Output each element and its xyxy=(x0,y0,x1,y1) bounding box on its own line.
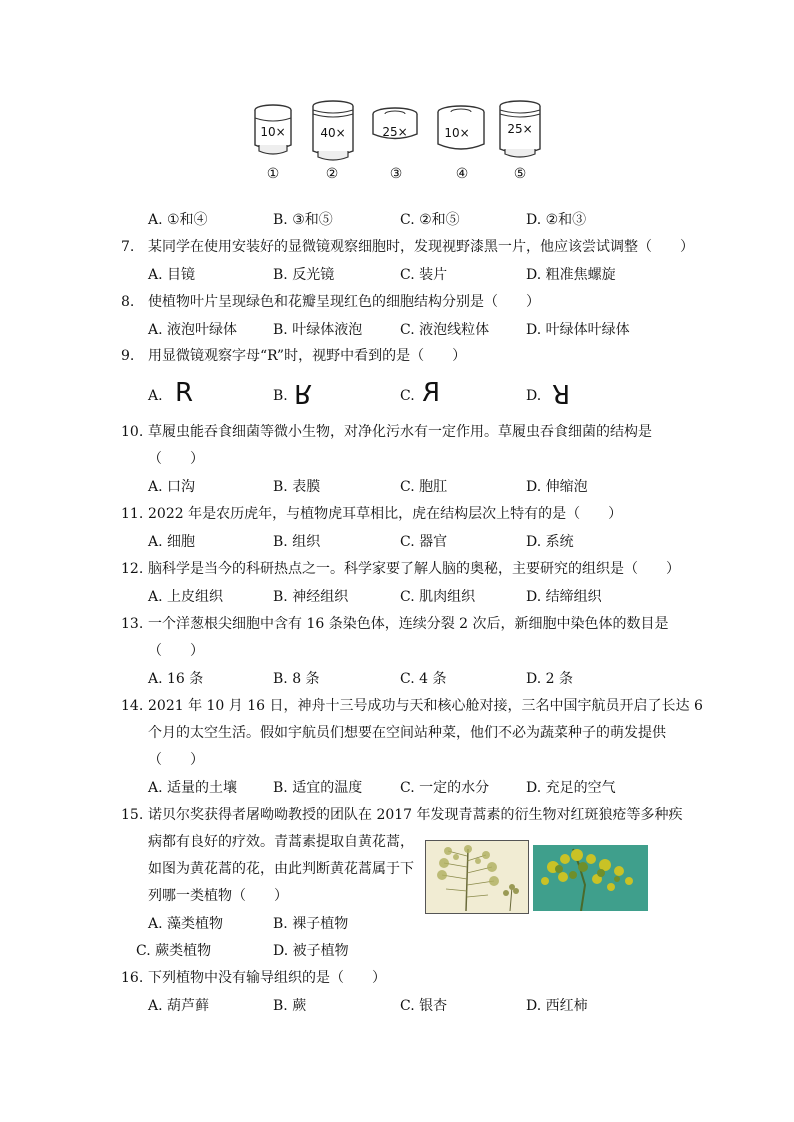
q16-option-b[interactable]: B. 蕨 xyxy=(273,998,307,1014)
lens-3-label: 25× xyxy=(382,125,408,139)
q15-text: 诺贝尔奖获得者屠呦呦教授的团队在 2017 年发现青蒿素的衍生物对红斑狼疮等多种疾 xyxy=(148,807,683,823)
q12-stem xyxy=(0,559,794,579)
q8-number: 8. xyxy=(121,294,135,310)
lens-1-label: 10× xyxy=(260,125,286,139)
q9-glyph-d: R xyxy=(552,378,571,408)
q7-option-c[interactable]: C. 装片 xyxy=(400,267,448,283)
q12-option-d[interactable]: D. 结缔组织 xyxy=(526,589,602,605)
q10-text: 草履虫能吞食细菌等微小生物，对净化污水有一定作用。草履虫吞食细菌的结构是 xyxy=(148,424,652,440)
q9-number: 9. xyxy=(121,348,135,364)
q14-option-d[interactable]: D. 充足的空气 xyxy=(526,780,616,796)
q15-option-a[interactable]: A. 藻类植物 xyxy=(148,916,224,932)
q12-number: 12. xyxy=(121,561,144,577)
q8-option-d[interactable]: D. 叶绿体叶绿体 xyxy=(526,322,630,338)
lens-4-label: 10× xyxy=(444,126,470,140)
q15-text-3: 如图为黄花蒿的花，由此判断黄花蒿属于下 xyxy=(148,861,414,877)
q14-stem-cont xyxy=(0,723,794,743)
q14-options xyxy=(0,778,794,798)
q6-option-b[interactable]: B. ③和⑤ xyxy=(273,212,333,228)
q11-option-a[interactable]: A. 细胞 xyxy=(148,534,196,550)
q15-option-c[interactable]: C. 蕨类植物 xyxy=(136,943,212,959)
q12-options xyxy=(0,587,794,607)
q14-text-3: （ ） xyxy=(148,752,204,768)
q11-option-c[interactable]: C. 器官 xyxy=(400,534,448,550)
q16-stem xyxy=(0,968,794,988)
q15-options-row2 xyxy=(0,941,794,961)
q9-option-a[interactable]: A. xyxy=(148,388,163,404)
lens-2-number: ② xyxy=(325,166,339,182)
q15-stem-cont-3 xyxy=(0,886,794,906)
q7-stem xyxy=(0,237,794,257)
q12-option-a[interactable]: A. 上皮组织 xyxy=(148,589,224,605)
q15-option-d[interactable]: D. 被子植物 xyxy=(273,943,349,959)
lens-5-label: 25× xyxy=(507,122,533,136)
q11-options xyxy=(0,532,794,552)
plant-drawing-image xyxy=(425,840,529,914)
q9-option-b[interactable]: B. xyxy=(273,388,288,404)
q7-option-a[interactable]: A. 目镜 xyxy=(148,267,196,283)
q9-option-c[interactable]: C. xyxy=(400,388,415,404)
q8-stem xyxy=(0,292,794,312)
q6-option-a[interactable]: A. ①和④ xyxy=(148,212,208,228)
q11-option-b[interactable]: B. 组织 xyxy=(273,534,321,550)
q6-option-c[interactable]: C. ②和⑤ xyxy=(400,212,460,228)
q15-text-4: 列哪一类植物（ ） xyxy=(148,888,288,904)
q7-option-b[interactable]: B. 反光镜 xyxy=(273,267,335,283)
q6-option-d[interactable]: D. ②和③ xyxy=(526,212,587,228)
q13-stem xyxy=(0,614,794,634)
q14-stem-cont-2 xyxy=(0,750,794,770)
q9-options xyxy=(0,378,794,414)
q13-number: 13. xyxy=(121,616,144,632)
plant-photo-image xyxy=(533,845,648,911)
q15-options-row1 xyxy=(0,914,794,934)
q11-option-d[interactable]: D. 系统 xyxy=(526,534,574,550)
q14-text: 2021 年 10 月 16 日，神舟十三号成功与天和核心舱对接，三名中国宇航员开启了长达 6 xyxy=(148,698,703,714)
lens-3-number: ③ xyxy=(389,166,403,182)
q8-option-b[interactable]: B. 叶绿体液泡 xyxy=(273,322,363,338)
lens-5-number: ⑤ xyxy=(513,166,527,182)
q12-option-b[interactable]: B. 神经组织 xyxy=(273,589,349,605)
q10-option-d[interactable]: D. 伸缩泡 xyxy=(526,479,588,495)
q14-option-b[interactable]: B. 适宜的温度 xyxy=(273,780,363,796)
q13-option-d[interactable]: D. 2 条 xyxy=(526,671,573,687)
plant-drawing-icon xyxy=(426,841,528,913)
q12-text: 脑科学是当今的科研热点之一。科学家要了解人脑的奥秘，主要研究的组织是（ ） xyxy=(148,561,680,577)
plant-photo-icon xyxy=(533,845,648,911)
q16-text: 下列植物中没有输导组织的是（ ） xyxy=(148,970,386,986)
q8-option-a[interactable]: A. 液泡叶绿体 xyxy=(148,322,238,338)
q9-stem xyxy=(0,346,794,366)
q9-text: 用显微镜观察字母“R”时，视野中看到的是（ ） xyxy=(148,348,467,364)
q10-number: 10. xyxy=(121,424,144,440)
q8-options xyxy=(0,320,794,340)
q10-option-c[interactable]: C. 胞肛 xyxy=(400,479,448,495)
q16-option-c[interactable]: C. 银杏 xyxy=(400,998,448,1014)
q13-option-b[interactable]: B. 8 条 xyxy=(273,671,320,687)
q7-option-d[interactable]: D. 粗准焦螺旋 xyxy=(526,267,616,283)
lens-4-number: ④ xyxy=(455,166,469,182)
q10-options xyxy=(0,477,794,497)
q7-text: 某同学在使用安装好的显微镜观察细胞时，发现视野漆黑一片，他应该尝试调整（ ） xyxy=(148,239,694,255)
q9-glyph-b: R xyxy=(294,378,313,408)
q16-options xyxy=(0,996,794,1016)
q14-text-2: 个月的太空生活。假如宇航员们想要在空间站种菜，他们不必为蔬菜种子的萌发提供 xyxy=(148,725,666,741)
q13-stem-cont xyxy=(0,641,794,661)
q16-number: 16. xyxy=(121,970,144,986)
q9-option-d[interactable]: D. xyxy=(526,388,542,404)
q15-number: 15. xyxy=(121,807,144,823)
q13-option-c[interactable]: C. 4 条 xyxy=(400,671,447,687)
lens-2-label: 40× xyxy=(320,126,346,140)
q8-option-c[interactable]: C. 液泡线粒体 xyxy=(400,322,490,338)
q15-option-b[interactable]: B. 裸子植物 xyxy=(273,916,349,932)
q13-option-a[interactable]: A. 16 条 xyxy=(148,671,204,687)
q15-stem-cont xyxy=(0,832,794,852)
q13-options xyxy=(0,669,794,689)
q10-stem xyxy=(0,422,794,442)
q7-options xyxy=(0,265,794,285)
q15-stem xyxy=(0,805,794,825)
q12-option-c[interactable]: C. 肌肉组织 xyxy=(400,589,476,605)
q11-number: 11. xyxy=(121,506,144,522)
q11-stem xyxy=(0,504,794,524)
q14-option-a[interactable]: A. 适量的土壤 xyxy=(148,780,238,796)
q16-option-d[interactable]: D. 西红柿 xyxy=(526,998,588,1014)
q10-text-2: （ ） xyxy=(148,451,204,467)
q6-options xyxy=(0,210,794,230)
q14-number: 14. xyxy=(121,698,144,714)
q15-text-2: 病都有良好的疗效。青蒿素提取自黄花蒿， xyxy=(148,834,414,850)
lens-1-number: ① xyxy=(266,166,280,182)
q9-glyph-c: R xyxy=(422,378,441,408)
q14-option-c[interactable]: C. 一定的水分 xyxy=(400,780,490,796)
q16-option-a[interactable]: A. 葫芦藓 xyxy=(148,998,210,1014)
q9-glyph-a: R xyxy=(175,378,194,408)
q10-option-a[interactable]: A. 口沟 xyxy=(148,479,196,495)
q15-stem-cont-2 xyxy=(0,859,794,879)
q7-number: 7. xyxy=(121,239,135,255)
q14-stem xyxy=(0,696,794,716)
q10-option-b[interactable]: B. 表膜 xyxy=(273,479,321,495)
q13-text-2: （ ） xyxy=(148,643,204,659)
q11-text: 2022 年是农历虎年，与植物虎耳草相比，虎在结构层次上特有的是（ ） xyxy=(148,506,623,522)
q13-text: 一个洋葱根尖细胞中含有 16 条染色体，连续分裂 2 次后，新细胞中染色体的数目是 xyxy=(148,616,669,632)
q10-stem-cont xyxy=(0,449,794,469)
q8-text: 使植物叶片呈现绿色和花瓣呈现红色的细胞结构分别是（ ） xyxy=(148,294,540,310)
